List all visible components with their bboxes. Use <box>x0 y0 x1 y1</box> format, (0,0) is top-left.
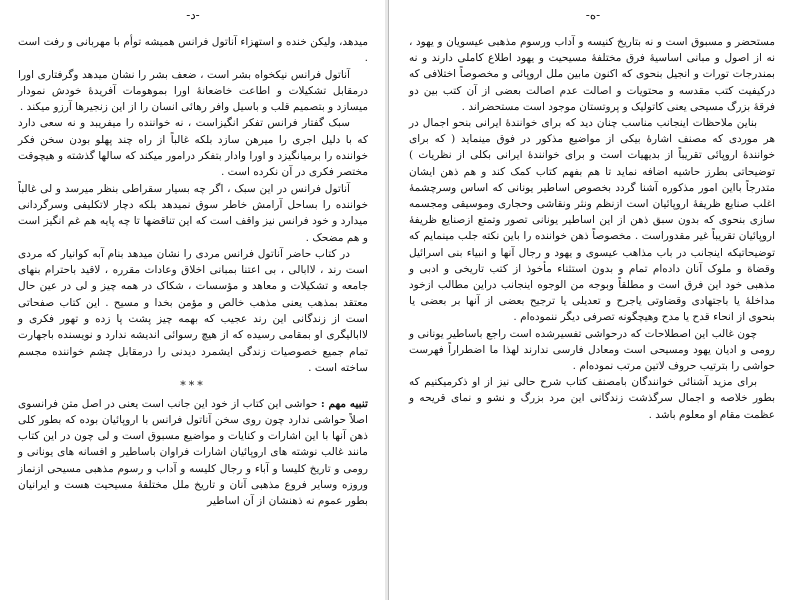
right-paragraph-3: چون غالب این اصطلاحات که درحواشی تفسیرشده است راجع باساطیر یونانی و رومی و ادیان یهود ومسیحی است ومعادل فارسی ندارند لهذا ما اضطراراً فهرست حواشی را بترتیب حروف لاتین مرتب نموده‌ام . <box>409 327 775 373</box>
note-text: حواشی این کتاب از خود این جانب است یعنی در اصل متن فرانسوی اصلاً حواشی ندارد چون روی سخن آناتول فرانس با اروپائیان بوده که بطور کلی ذهن آنها با این اشارات و کنایات و مواضیع مسبوق است و لی چون در این کتاب مانند غالب نوشته های اروپائیان اشارات فراوان باساطیر و افسانه های یونانی و رومی و تاریخ کلیسا و آباء و رجال کلیسه و آداب و رسوم مذهبی مسیحی ازنماز وروزه وسایر فروع مذهبی آنان و تاریخ ملل مختلفۀ مسیحیت هست و ایرانیان بطور عموم نه ذهنشان از آن اساطیر <box>18 397 368 508</box>
right-page <box>388 0 797 600</box>
left-paragraph-5: در کتاب حاضر آناتول فرانس مردی را نشان میدهد بنام آبه کوانیار که مردی است رند ، لاابالی ، بی اعتنا بمبانی اخلاق وعادات مقرره ، لاقید باحترام بنهای جامعه و تشکیلات و معاهد و مؤسسات ، شکاک در همه چیز و لی در عین حال معتقد بمذهب یعنی مذهب خالص و مؤمن بخدا و مسیح . این کتاب صفحاتی است از زندگانی این رند عجیب که بهمه چیز پشت پا زده و تهور فکری و لاابالیگری او بمقامی رسیده که از هیچ رسوائی اندیشه ندارد و نویسنده باجهارت تمام جمیع خصوصیات زندگی ایشمرد دیدنی را درمقابل چشم خواننده مجسم ساخته است . <box>18 247 368 374</box>
left-page-number: -د- <box>186 8 200 22</box>
right-paragraph-1: مستحضر و مسبوق است و نه بتاریخ کنیسه و آداب ورسوم مذهبی عیسویان و یهود ، نه از اصول و مبانی اساسیۀ فرق مختلفۀ مسیحیت و یهود اطلاع کاملی دارند و نه بمندرجات تورات و انجیل بنحوی که اکنون مابین ملل اروپائی و مخصوصاً اختلافی که درکیفیت کتب مقدسه و محتویات و اصالت عدم اصالت بعضی از آن کتب بین دو فرقۀ بزرگ مسیحی یعنی کاتولیک و پروتستان موجود است مستحضراند . <box>409 36 775 113</box>
note-label: تنبیه مهم : <box>320 397 368 410</box>
left-page <box>0 0 387 600</box>
right-paragraph-2: بناین ملاحظات اینجانب مناسب چنان دید که برای خوانندۀ ایرانی بنحو اجمال در هر موردی که مصنف اشارۀ بیکی از مواضیع مذکور در فوق مینماید ( که برای خوانندۀ اروپائی تقریباً از بدیهیات است و برای خوانندۀ ایرانی بکلی از نظریات ) توضیحاتی بطرز حاشیه اضافه نماید تا هم بفهم کتاب کمک کند و هم ذهن ایشان متدرجاً بااین امور مذکوره آشنا گردد بخصوص اساطیر یونانی که اساس وسرچشمۀ اغلب صنایع ظریفۀ اروپائیان است ازنظم ونثر ونقاشی وحجاری وموسیقی ومجسمه سازی بنحوی که بدون سبق ذهن از این اساطیر یونانی تصور وتمتع ازصنایع ظریفۀ اروپائیان تقریباً غیر مقدوراست . مخصوصاً ذهن خواننده را باین نکته جلب مینمایم که توضیحاتیکه اینجانب در باب مذاهب عیسوی و یهود و رجال آنها و انبیاء بنی اسرائیل وقضاة و ملوک آنان داده‌ام تمام و بدون استثناء مأخوذ از کتب تاریخی و ادبی و مذهبی خود این فرق است و مطلقاً وبوجه من الوجوه اینجانب دراین مطالب ازخود مداخلۀ یا باجتهادی وقضاوتی یاجرح و تعدیلی یا ترجیح بعضی از آنها بر بعضی یا بنحوی از انحاء قدح یا مدح وهیچگونه تصرفی دیگر ننموده‌ام . <box>409 117 775 324</box>
left-page-text <box>18 34 368 510</box>
footnote-notice <box>18 396 368 510</box>
left-paragraph-4: آناتول فرانس در این سبک ، اگر چه بسیار سقراطی بنظر میرسد و لی غالباً خواننده را بساحل آرامش خاطر سوق نمیدهد بلکه دچار لاتکلیفی وسرگردانی میدارد و خود فرانس نیز واقف است که این تناقضها تا چه پایه هم غم انگیز است و هم مضحک . <box>18 182 368 244</box>
left-paragraph-2: آناتول فرانس نیکخواه بشر است ، ضعف بشر را نشان میدهد وگرفتاری اورا درمقابل تشکیلات و اطاعت خاضعانۀ اورا بموهومات آفریدۀ خودش نمودار میسازد و بتصمیم قلب و باسیل وافر رهائی انسان را از این زنجیرها آرزو میکند . <box>18 68 368 114</box>
right-page-number: -ه- <box>585 8 601 22</box>
right-page-text <box>409 34 775 423</box>
section-separator: *** <box>180 379 206 393</box>
left-paragraph-3: سبک گفتار فرانس تفکر انگیزاست ، نه خواننده را میفریبد و نه سعی دارد که با دلیل اجری را میرهن سازد بلکه غالباً از راه چند پهلو بودن سخن فکر خواننده را برمیانگیزد و اورا وادار بتفکر درامور میکند که سالها گذشته و هیچوقت مختصر فکری در آن نکرده است . <box>18 117 368 179</box>
right-paragraph-4: برای مزید آشنائی خوانندگان بامصنف کتاب شرح حالی نیز از او ذکرمیکنیم که بطور خلاصه و اجمال سرگذشت زندگانی این مرد بزرگ و نشو و نمای قریحه و عظمت مقام او معلوم باشد . <box>409 376 775 421</box>
left-paragraph-1: میدهد، ولیکن خنده و استهزاء آناتول فرانس همیشه توأم با مهربانی و رفت است . <box>18 36 368 65</box>
